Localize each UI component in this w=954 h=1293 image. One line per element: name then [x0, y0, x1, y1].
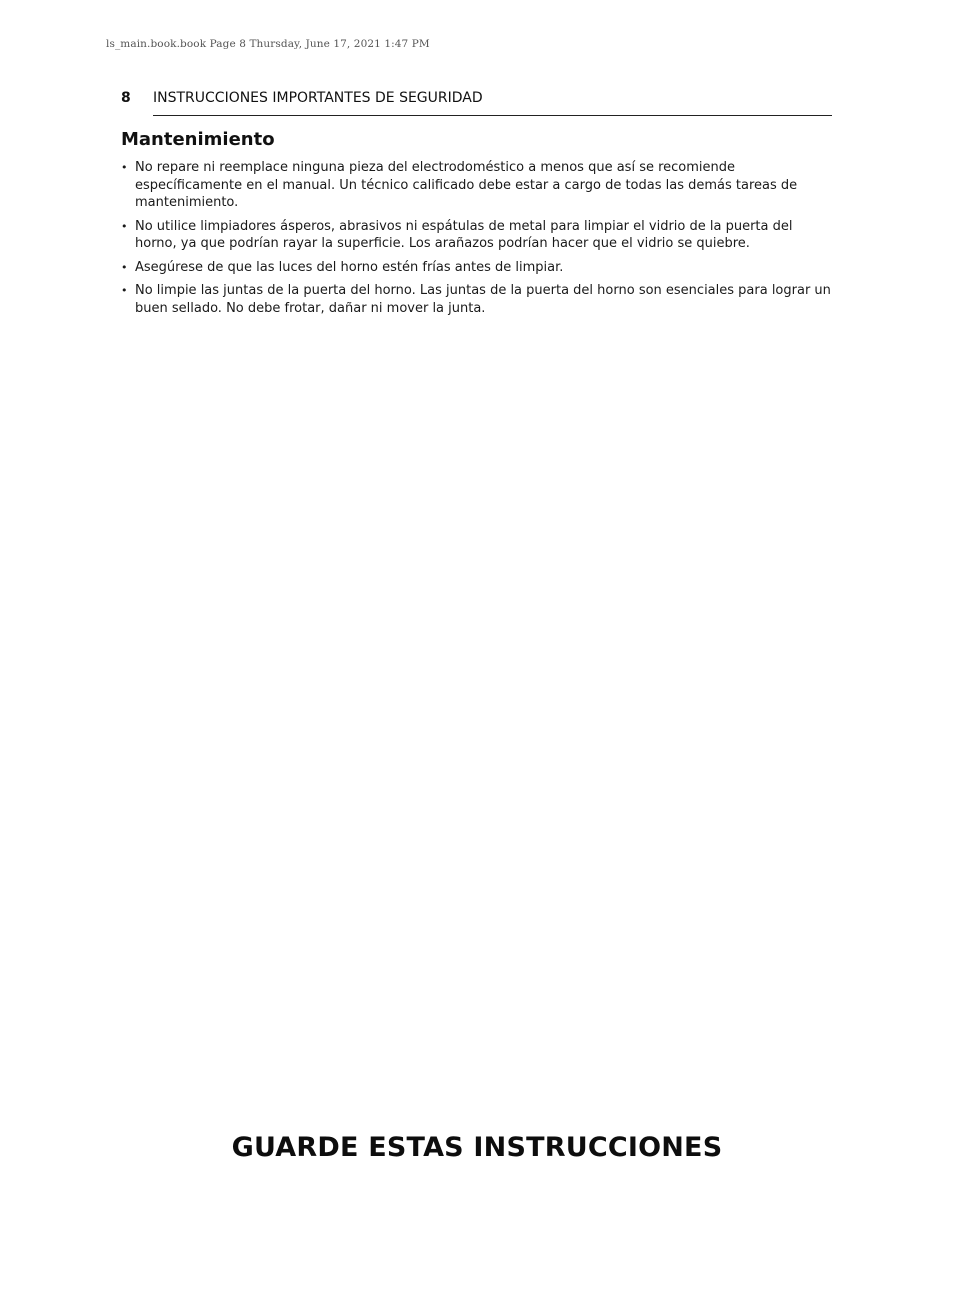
list-item [121, 159, 833, 212]
list-item-text: No utilice limpiadores ásperos, abrasivos ni espátulas de metal para limpiar el vidrio de la puerta del horno, ya que podrían rayar la superficie. Los arañazos podrían hacer que el vidrio se quiebre. [135, 218, 793, 251]
list-item-text: No limpie las juntas de la puerta del horno. Las juntas de la puerta del horno son esenciales para lograr un buen sellado. No debe frotar, dañar ni mover la junta. [135, 283, 831, 316]
running-header [121, 90, 832, 116]
section-heading: Mantenimiento [121, 129, 275, 150]
bullet-icon: • [121, 161, 128, 174]
list-item-text: No repare ni reemplace ninguna pieza del electrodoméstico a menos que así se recomiende específicamente en el manual. Un técnico calificado debe estar a cargo de todas las demás tareas de mantenimiento. [135, 160, 798, 210]
header-title: INSTRUCCIONES IMPORTANTES DE SEGURIDAD [153, 90, 483, 106]
bullet-icon: • [121, 284, 128, 297]
bullet-icon: • [121, 219, 128, 233]
bullet-icon: • [121, 260, 128, 274]
list-item-text: Asegúrese de que las luces del horno estén frías antes de limpiar. [135, 259, 564, 275]
list-item [121, 259, 833, 277]
list-item [121, 218, 833, 253]
maintenance-list [121, 159, 833, 323]
page-number: 8 [121, 90, 131, 106]
print-stamp: ls_main.book.book Page 8 Thursday, June 17, 2021 1:47 PM [106, 38, 430, 50]
footer-title: GUARDE ESTAS INSTRUCCIONES [231, 1132, 723, 1163]
header-rule [153, 115, 832, 116]
list-item [121, 282, 833, 317]
